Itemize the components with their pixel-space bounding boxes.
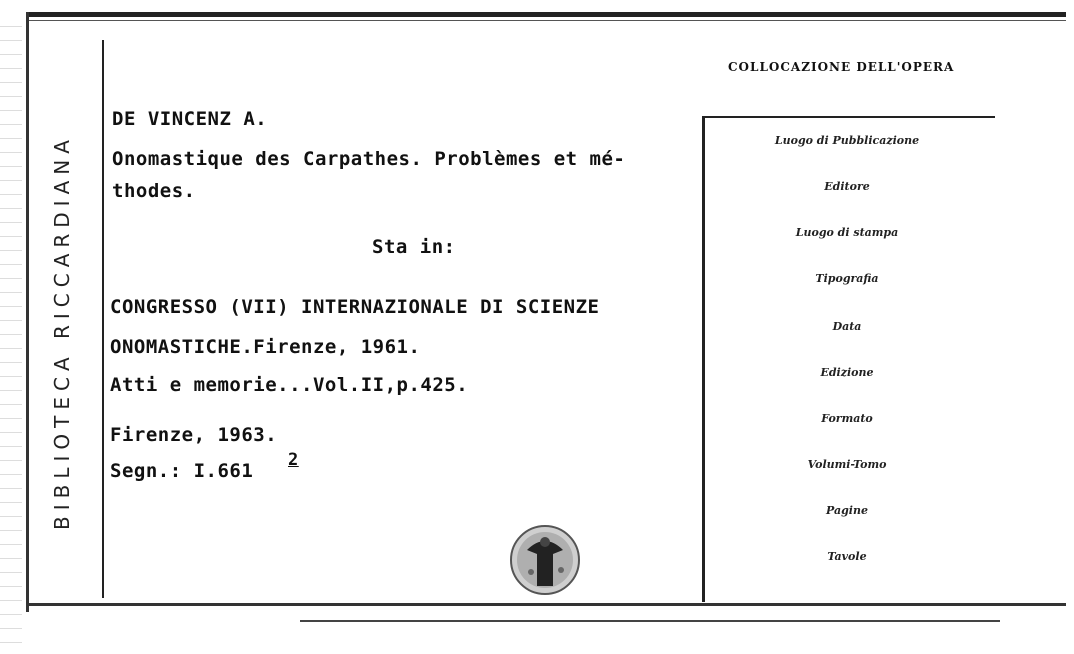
title-line-2: thodes. — [112, 180, 196, 202]
stamp-divider-line — [102, 40, 104, 598]
field-pagine: Pagine — [826, 504, 868, 517]
field-tipografia: Tipografia — [815, 272, 879, 285]
library-emblem-stamp-icon — [507, 522, 583, 598]
scan-noise — [0, 20, 22, 654]
title-line-1: Onomastique des Carpathes. Problèmes et mé- — [112, 148, 626, 170]
field-tavole: Tavole — [827, 550, 867, 563]
field-formato: Formato — [821, 412, 873, 425]
field-luogo-stampa: Luogo di stampa — [795, 226, 899, 239]
card-top-border — [26, 12, 1066, 17]
source-line-2: ONOMASTICHE.Firenze, 1961. — [110, 336, 421, 358]
field-data: Data — [832, 320, 862, 333]
library-stamp-text: BIBLIOTECA RICCARDIANA — [50, 134, 74, 530]
segnatura: Segn.: I.661 — [110, 460, 254, 482]
card-left-border — [26, 12, 29, 612]
sta-in-label: Sta in: — [372, 236, 456, 258]
card-top-border-inner — [26, 20, 1066, 21]
source-line-1: CONGRESSO (VII) INTERNAZIONALE DI SCIENZE — [110, 296, 600, 318]
source-line-3: Atti e memorie...Vol.II,p.425. — [110, 374, 469, 396]
place-year: Firenze, 1963. — [110, 424, 278, 446]
field-volumi-tomo: Volumi-Tomo — [807, 458, 887, 471]
author: DE VINCENZ A. — [112, 108, 268, 130]
segnatura-handwritten-note: 2 — [288, 450, 299, 470]
field-edizione: Edizione — [820, 366, 874, 379]
field-luogo-pubblicazione: Luogo di Pubblicazione — [774, 134, 920, 147]
field-editore: Editore — [824, 180, 870, 193]
collocazione-header: COLLOCAZIONE DELL'OPERA — [728, 60, 955, 74]
card-bottom-border — [26, 603, 1066, 606]
card-bottom-border-2 — [300, 620, 1000, 622]
